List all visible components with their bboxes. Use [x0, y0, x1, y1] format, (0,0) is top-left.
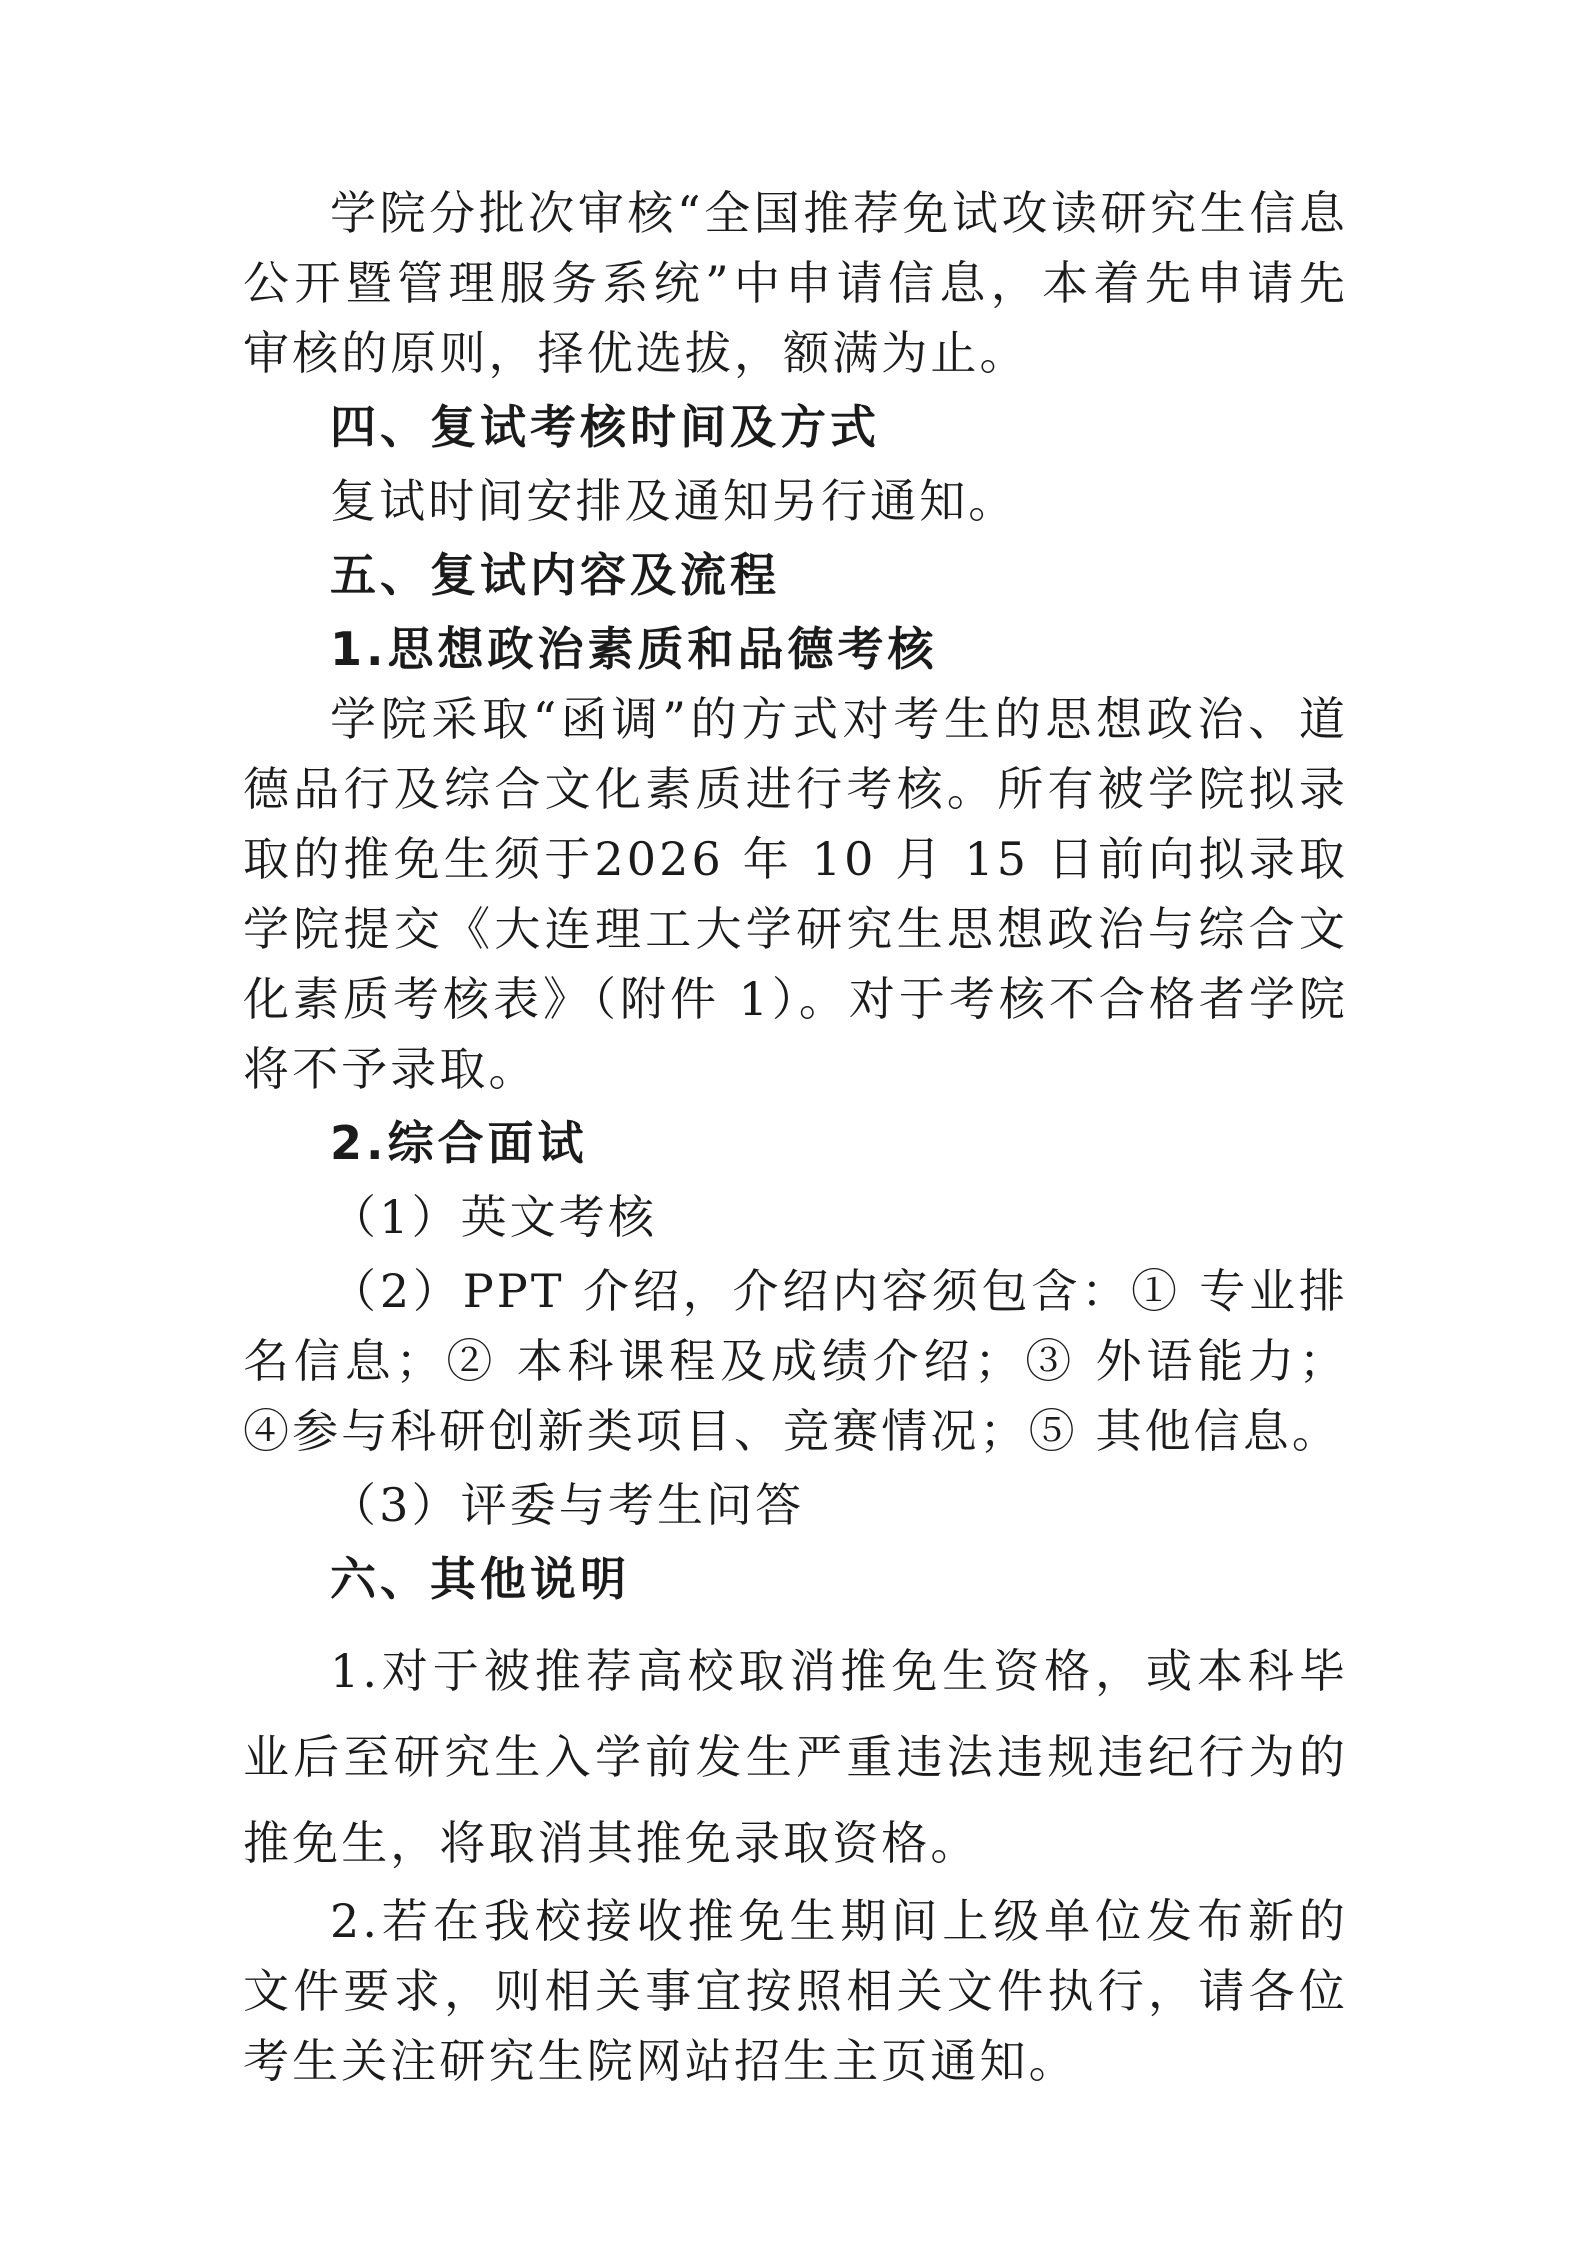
- interview-item-3: （3）评委与考生问答: [330, 1478, 805, 1532]
- section-heading-5: 五、复试内容及流程: [330, 548, 780, 602]
- section-6-paragraph-2: 2.若在我校接收推免生期间上级单位发布新的文件要求，则相关事宜按照相关文件执行，请各位考生关注研究生院网站招生主页通知。: [243, 1894, 1348, 2088]
- section-4-paragraph: 复试时间安排及通知另行通知。: [330, 474, 1018, 528]
- interview-item-1: （1）英文考核: [330, 1190, 657, 1244]
- section-5-1-paragraph: 学院采取“函调”的方式对考生的思想政治、道德品行及综合文化素质进行考核。所有被学院拟录取的推免生须于2026 年 10 月 15 日前向拟录取学院提交《大连理工大学研究生思想政治与综合文化素质考核表》（附件 1）。对于考核不合格者学院将不予录取。: [243, 692, 1348, 1096]
- section-heading-4: 四、复试考核时间及方式: [330, 400, 880, 454]
- subsection-heading-5-1: 1.思想政治素质和品德考核: [330, 622, 938, 676]
- interview-item-2: （2）PPT 介绍，介绍内容须包含：① 专业排名信息；② 本科课程及成绩介绍；③ 外语能力；④参与科研创新类项目、竞赛情况；⑤ 其他信息。: [243, 1264, 1348, 1458]
- review-paragraph: 学院分批次审核“全国推荐免试攻读研究生信息公开暨管理服务系统”中申请信息，本着先申请先审核的原则，择优选拔，额满为止。: [243, 186, 1348, 380]
- subsection-heading-5-2: 2.综合面试: [330, 1116, 588, 1170]
- section-heading-6: 六、其他说明: [330, 1552, 630, 1606]
- document-body: [243, 178, 1348, 2096]
- section-6-paragraph-1: 1.对于被推荐高校取消推免生资格，或本科毕业后至研究生入学前发生严重违法违规违纪行为的推免生，将取消其推免录取资格。: [243, 1644, 1348, 1870]
